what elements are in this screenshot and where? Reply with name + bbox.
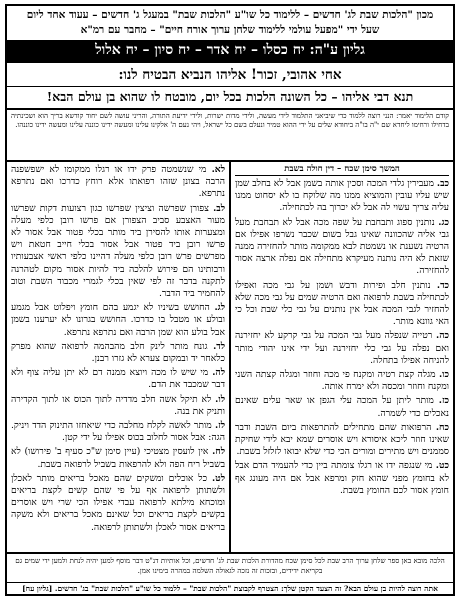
paragraph [235, 178, 449, 215]
paragraph-number: כז. [438, 395, 450, 407]
paragraph [11, 394, 225, 418]
paragraph [11, 420, 225, 444]
paragraph-text: מעבירין גלדי המכה וסכין אותה בשמן אבל לא בחלב שמן שיש עליו עובין והמוציא ממנו מה שלוקח בו לא יסחוט ממנו עליה צריך עשוי לה אבל לא יכרוך בה לכתחילה. [235, 178, 449, 214]
paragraph [11, 367, 225, 391]
paragraph [11, 473, 225, 534]
paragraph-number: לג. [214, 302, 225, 314]
halacha-sheet [5, 4, 455, 596]
paragraph-text: מותר ליתן על המכה עלי הגפן או שאר עלים שאינם נאכלים כדי לשמרה. [235, 395, 449, 419]
issue-banner: גליון ע"ה: יח כסלו – יח אדר – יח סיון – יח אלול [7, 40, 453, 61]
paragraph-text: מגלה קצת רטיה ומקנח פי מכה וחוזר ומגלה קצתה השני ומקנח וחוזר ומכסה ולא ימרח אותה. [235, 369, 449, 393]
paragraph [11, 341, 225, 365]
paragraph-text: מי שיש לו מכה ויוצא ממנה דם לא יתן עליה צוף ולא דבר שמכבד את הדם. [11, 367, 225, 391]
paragraph-text: הרפואות שהם מתחילים להתרפאות ביום השבת ודבר שאינו חוזר ליכא איסורא ויש אוסרים שמא יבא לידי שחיקת סממנים ויש מתירים ומורים הכי כדי שלא יבואו לזלזל בשבת. [235, 421, 449, 458]
paragraph-text: צפורן שפרשה וציצין שפרשו כגון רצועות דקות שפרשו מעור האצבע סביב הצפורן אם פרשו רובן כלפי מעלה ומצערות אותו להסירן ביד מותר בכלי פטור אבל אסור לא פרשו רובן ביד פטור אבל אסור בכלי חייב חטאת ויש מפרשים פרש רובן כלפי מעלה דהיינו כלפי ראשי אצבעותיו ורבותינו הם פירוש להלכה ביד להיות אסור מקום לטהרנה לתקנה בדבר זה לפי שאין בכלי לגמרי מכבוד השבת וטוב להחמיר ביד הדבר. [11, 202, 225, 300]
paragraph-text: החושש בשיניו לא יגמע בהם חומץ ויפלוט אבל מגמע ובולע או מטבל בו כדרכו. החושש בגרונו לא יערענו בשמן אבל בולע הוא שמן הרבה ואם נתרפא נתרפא. [11, 302, 225, 338]
motto-heading: אחי אהובי, זכור! אליהו הנביא הבטיח לנו: [7, 61, 453, 87]
paragraph-number: לח. [212, 446, 225, 458]
paragraph-number: לט. [211, 472, 225, 484]
paragraph-number: כב. [436, 178, 450, 189]
bottom-banner: אתה רוצה להיות בן עולם הבא? זה הצעד הקטן שלך: הצטרף לקבוצת "הלכות שבת" – ללמוד כל שו"ע "הלכות שבת" בג' חדשים. [גליון עח] [7, 582, 453, 594]
paragraph [235, 217, 449, 278]
right-paragraphs [235, 178, 449, 497]
intro-prayer: קודם הלימוד יאמר: הנני רוצה ללמוד כדי שיביאני התלמוד לידי מעשה, ולידי מדות ישרות, ולידי ידיעת התורה, והריני עושה לשם יחוד קודשא בריך הוא ושכינתיה בדחילו ורחימו ליחדא שם י"ה בו"ה ביחודא שלים על ידי ההוא טמיר ונעלם בשם כל ישראל, ויהי נעם ה' אלקינו עלינו ומעשה ידינו כוננה עלינו ומעשה ידינו כוננהו. [7, 110, 453, 162]
paragraph-number: לא. [211, 164, 226, 175]
paragraph-number: כח. [435, 421, 449, 433]
paragraph-text: מי שנגפה ידו או רגלו צומתה ביין כדי להעמיד הדם אבל לא בחומץ מפני שהוא חזק ומרפא אבל אם היה מעונג אף חומץ אסור לכם החומץ בשבת. [235, 460, 449, 496]
paragraph-number: לב. [213, 202, 226, 214]
paragraph-number: כה. [436, 330, 449, 342]
paragraph [235, 369, 449, 393]
paragraph [235, 330, 449, 367]
paragraph-text: כל אוכלים ומשקים שהם מאכל בריאים מותר לאכלן ולשתותן לרפואה אף על פי שהם קשים לקצת בריאים ומוכחא מילתא לרפואה עבדי אפילו הכי שרי ויש אוסרים בקשים לקצת בריאים וכל שאינם מאכל בריאים ולא משקה בריאים אסור לאכלן ולשתותן לרפואה. [11, 472, 225, 533]
paragraph-number: כו. [438, 369, 450, 381]
tana-heading: תנא דבי אליהו – כל השונה הלכות בכל יום, מובטח לו שהוא בן עולם הבא! [7, 87, 453, 110]
paragraph-number: לו. [215, 393, 225, 405]
paragraph-text: נותנין חלב ופירות ודבש ושמן על גבי מכה ואפילו לכתחילה בשבת לרפואה ואם הרטיה שמים על גבי מכה שלא להחזיר לגבי המכה אבל אין נותנים על גבי כלי שבת וכל כי האי גוונא מותר. [235, 279, 449, 328]
paragraph [11, 446, 225, 470]
paragraph-text: אין לועסין מצטיכי (עיין סימן ש"כ סעיף ב' פירושו) לא בשביל ריח הפה ולא להרפאות בשביל לרפואה בשבת. [11, 446, 225, 470]
left-paragraphs [11, 164, 225, 534]
right-column [229, 162, 453, 552]
paragraph-number: כג. [438, 216, 450, 228]
header-line-2: שעל ידי "מפעל עולמי ללימוד שלחן ערוך אורח חיים" – מחבר עם רמ"א [80, 24, 380, 36]
paragraph-text: מותר לאשה לקלח מחלבה כדי שיאחזו התינוק הדד ויניק. הגה: אבל אסור לחלוב בכוס אפילו על ידי קטן. [11, 420, 225, 444]
paragraph-text: גונח מותר לינק חלב מהבהמה לרפואה שהוא מפרק כלאחר יד ובמקום צערא לא גזרו רבנן. [11, 340, 225, 365]
footer-note: הלכה מובא באן ספר שלחן ערוך הרב שבת לכל סימן שכח מהדורת הלכות שבת לג' חדשים, וכל אותיות דנ"ט דבר מוסף למען יהיה לנחת ולמען ידי שמים גם בקריאת ידידים, ובזכות זה נזכה לגאולה השלמה במהרה בימינו אמן. [15, 556, 445, 575]
paragraph-text: נותנין ספוג ותבחבת על שפה מכה אבל לא תבחבת מעל גבי אליה שהכוונה שאינו גבל בשום שכבר נשרפו אפילו אם הרטיה נשענת או נשמטת לבא ממקומה מותר להחזירה ממנה שזאת לא היה נותנה מעיקרא מתחילה אם נפלה ארצה אסור להחזירה. [235, 216, 449, 277]
paragraph [11, 302, 225, 339]
paragraph [11, 203, 225, 301]
paragraph-number: כט. [435, 460, 449, 472]
paragraph [235, 280, 449, 329]
paragraph [235, 422, 449, 459]
paragraph-number: לה. [212, 367, 226, 379]
paragraph [235, 460, 449, 497]
right-column-title: המשך סימן שכח – דין חולה בשבת [235, 164, 449, 176]
left-column [7, 162, 229, 552]
paragraph-number: לד. [213, 340, 226, 352]
paragraph [11, 164, 225, 201]
paragraph-number: כד. [436, 279, 449, 291]
text-columns [7, 162, 453, 554]
paragraph [235, 395, 449, 419]
paragraph-text: רטייה שנפלה מעל גבי המכה על גבי קרקע לא יחזירנה ואם נפלה על גבי כלי יחזירנה ועל ידי אינו יהודי מותר להניחה אפילו בתחלה. [235, 330, 449, 366]
paragraph-text: מי שנשמטה פרק ידו או רגלו ממקומו לא ישפשפנה הרבה בצונן שזהו רפואתו אלא רוחץ כדרכו ואם נתרפא נתרפא. [11, 164, 225, 200]
header-line-1: מכון "הלכות שבת לג' חדשים – ללימוד כל שו"ע "הלכות שבת" במעגל ג' חדשים – עעוד אחד ליום [26, 9, 434, 21]
paragraph-text: לא תיקל אשה חלב מדדיה לתוך הכוס או לתוך הקדירה ותניק את בנה. [11, 393, 225, 417]
paragraph-number: לז. [214, 420, 225, 432]
